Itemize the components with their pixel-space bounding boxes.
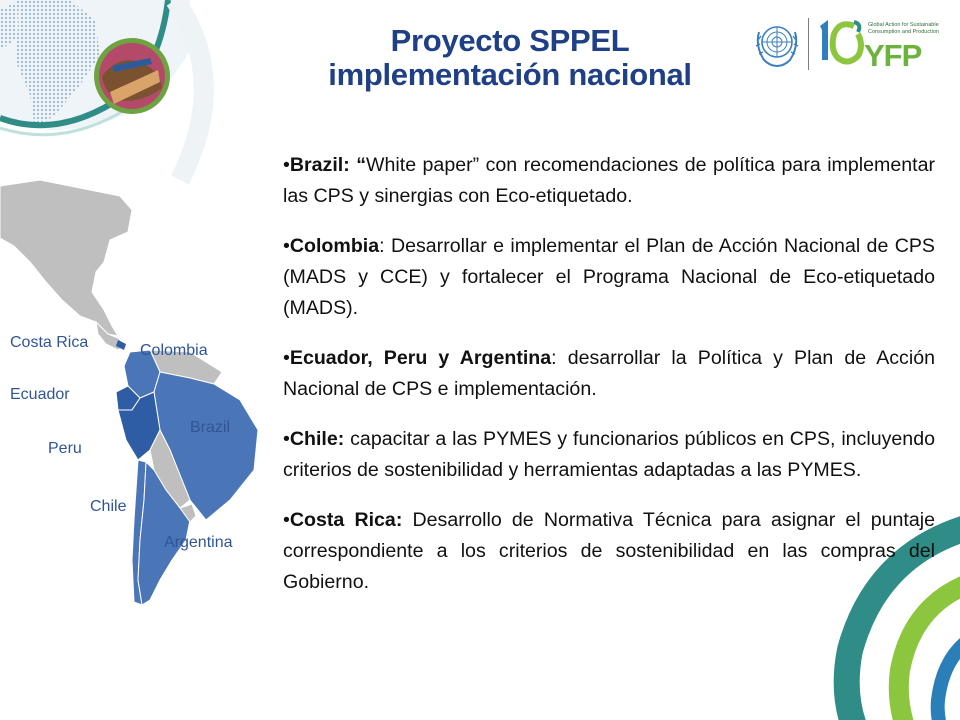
bullet: • bbox=[283, 509, 290, 531]
country-name-ecuador-peru-argentina: Ecuador, Peru y Argentina bbox=[289, 347, 552, 369]
paragraph-costa-rica bbox=[283, 505, 935, 598]
map-label-peru: Peru bbox=[48, 440, 82, 457]
map-label-argentina: Argentina bbox=[164, 534, 233, 551]
map-label-chile: Chile bbox=[90, 498, 127, 515]
country-name-chile: Chile: bbox=[289, 428, 345, 450]
page-title bbox=[250, 24, 770, 92]
10yfp-letters: YFP bbox=[864, 38, 922, 73]
10yfp-tagline-line-1: Global Action for Sustainable bbox=[868, 22, 939, 28]
north-america-land bbox=[0, 180, 132, 336]
paragraph-colombia bbox=[283, 231, 935, 324]
logo-separator bbox=[808, 18, 809, 70]
title-line-1: Proyecto SPPEL bbox=[390, 23, 630, 58]
paragraph-text-ecuador-peru-argentina: : desarrollar la Política y Plan de Acción Nacional de CPS e implementación. bbox=[283, 347, 936, 400]
partner-logos bbox=[748, 14, 948, 74]
paragraph-ecuador-peru-argentina bbox=[283, 343, 935, 405]
country-name-brazil: Brazil: “ bbox=[289, 154, 366, 176]
map-label-ecuador: Ecuador bbox=[10, 386, 70, 403]
un-emblem-icon bbox=[752, 18, 802, 70]
artisan-photo bbox=[94, 38, 170, 114]
bullet: • bbox=[283, 154, 290, 176]
paragraph-text-chile: capacitar a las PYMES y funcionarios públicos en CPS, incluyendo criterios de sostenibilidad y herramientas adaptadas a las PYMES. bbox=[283, 428, 935, 481]
bullet: • bbox=[283, 235, 290, 257]
paragraph-text-colombia: : Desarrollar e implementar el Plan de Acción Nacional de CPS (MADS y CCE) y fortalecer el Programa Nacional de Eco-etiquetado (MADS). bbox=[283, 235, 935, 319]
bullet: • bbox=[283, 347, 290, 369]
10yfp-tagline-line-2: Consumption and Production bbox=[868, 28, 939, 35]
paragraph-chile bbox=[283, 424, 935, 486]
paragraph-brazil bbox=[283, 150, 935, 212]
map-label-brazil: Brazil bbox=[190, 419, 231, 436]
10yfp-numeral-icon bbox=[814, 16, 870, 74]
map-label-colombia: Colombia bbox=[140, 342, 208, 359]
10yfp-tagline bbox=[868, 22, 939, 35]
paragraph-text-brazil: White paper” con recomendaciones de política para implementar las CPS y sinergias con Eco-etiquetado. bbox=[283, 154, 935, 207]
bullet: • bbox=[283, 428, 290, 450]
10yfp-logo bbox=[814, 16, 946, 74]
country-name-costa-rica: Costa Rica: bbox=[289, 509, 403, 531]
map-label-costa-rica: Costa Rica bbox=[10, 334, 89, 351]
paragraph-text-costa-rica: Desarrollo de Normativa Técnica para asignar el puntaje correspondiente a los criterios de sostenibilidad en las compras del Gobierno. bbox=[283, 509, 935, 593]
country-actions-list bbox=[283, 150, 935, 617]
title-line-2: implementación nacional bbox=[328, 57, 692, 92]
country-name-colombia: Colombia bbox=[289, 235, 380, 257]
